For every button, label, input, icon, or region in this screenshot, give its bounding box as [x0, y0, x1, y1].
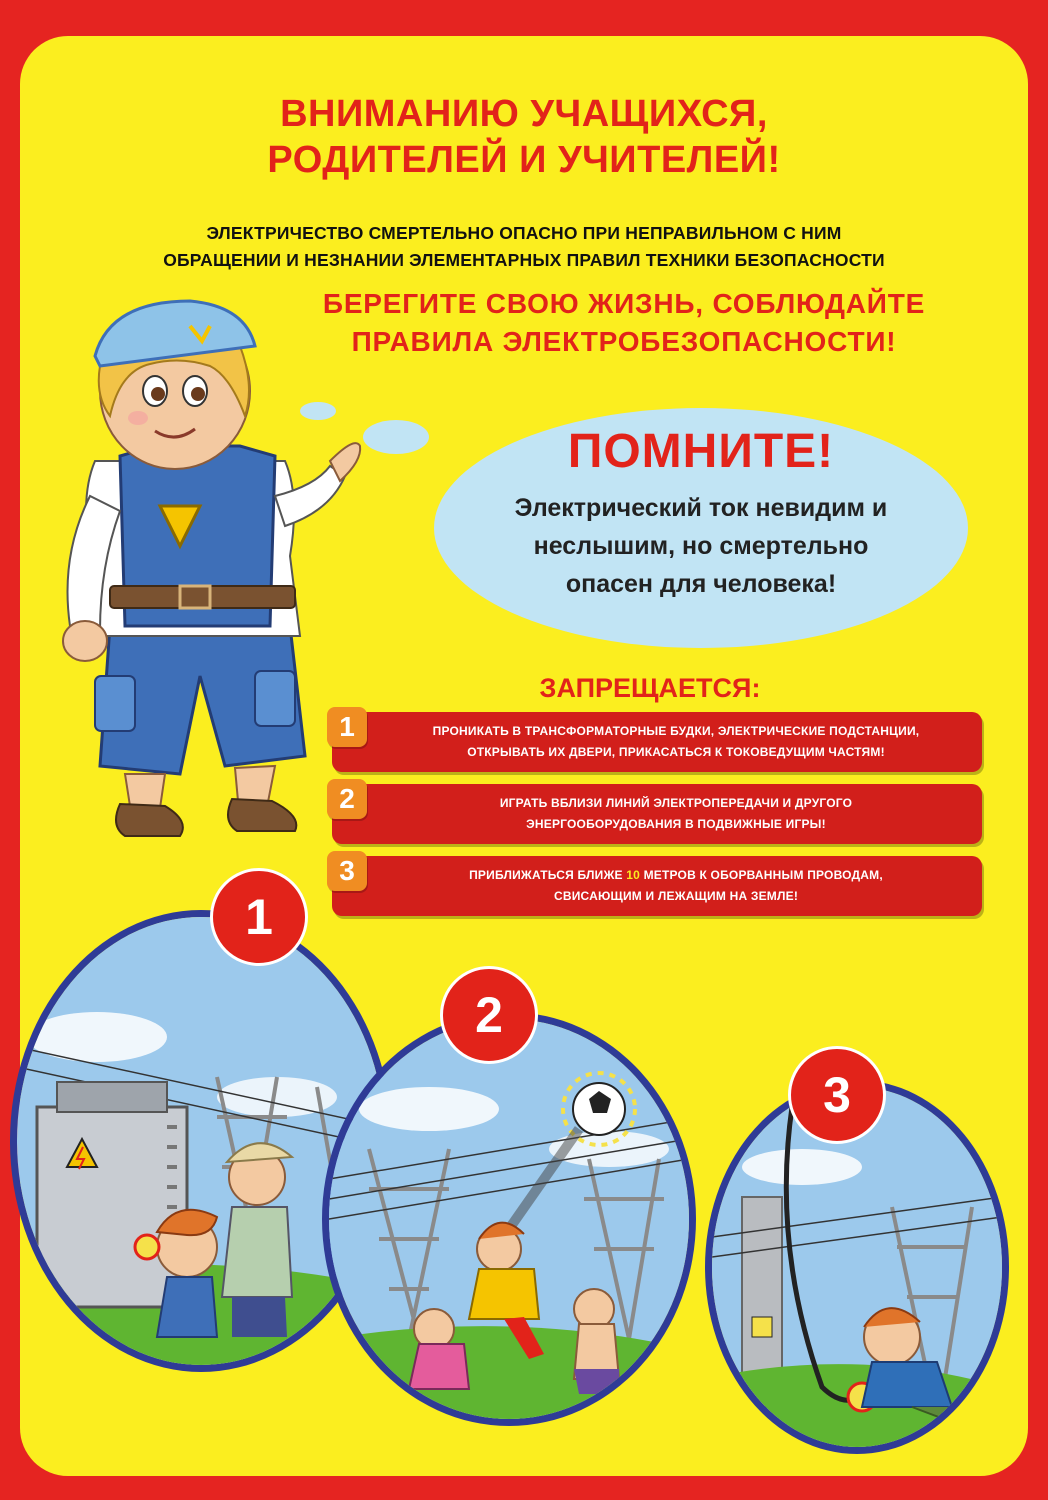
- warning-text-line-2: ОБРАЩЕНИИ И НЕЗНАНИИ ЭЛЕМЕНТАРНЫХ ПРАВИЛ ТЕХНИКИ БЕЗОПАСНОСТИ: [163, 250, 885, 270]
- rule-2-line-1: ИГРАТЬ ВБЛИЗИ ЛИНИЙ ЭЛЕКТРОПЕРЕДАЧИ И ДРУГОГО: [499, 796, 853, 810]
- rule-2-line-2: ЭНЕРГООБОРУДОВАНИЯ В ПОДВИЖНЫЕ ИГРЫ!: [526, 817, 826, 831]
- rule-3-line-1-end: МЕТРОВ К ОБОРВАННЫМ ПРОВОДАМ,: [640, 868, 883, 882]
- thought-puff-medium: [363, 420, 429, 454]
- rule-3-text: [370, 865, 982, 907]
- boy-mascot-illustration: [40, 296, 370, 856]
- rule-number-2: 2: [327, 779, 367, 819]
- scene-3-number-badge: 3: [788, 1046, 886, 1144]
- poster-title-line-2: РОДИТЕЛЕЙ И УЧИТЕЛЕЙ!: [267, 139, 781, 181]
- thought-puff-small: [300, 402, 336, 420]
- slogan-line-2: ПРАВИЛА ЭЛЕКТРОБЕЗОПАСНОСТИ!: [351, 326, 897, 357]
- rule-2-text: [370, 793, 982, 835]
- slogan-line-1: БЕРЕГИТЕ СВОЮ ЖИЗНЬ, СОБЛЮДАЙТЕ: [322, 288, 926, 319]
- rule-3-distance-highlight: 10: [626, 868, 641, 882]
- remember-text-line-3: опасен для человека!: [565, 570, 837, 598]
- scene-2-number-badge: 2: [440, 966, 538, 1064]
- rule-3-line-1-start: ПРИБЛИЖАТЬСЯ БЛИЖЕ: [469, 868, 627, 882]
- remember-title: ПОМНИТЕ!: [567, 425, 835, 478]
- rule-1-text: [370, 721, 982, 763]
- rule-3-line-1: [370, 865, 982, 886]
- rule-number-1: 1: [327, 707, 367, 747]
- rule-1-line-1: ПРОНИКАТЬ В ТРАНСФОРМАТОРНЫЕ БУДКИ, ЭЛЕКТРИЧЕСКИЕ ПОДСТАНЦИИ,: [432, 724, 920, 738]
- forbidden-title: ЗАПРЕЩАЕТСЯ:: [539, 673, 761, 703]
- scene-2-playing-near-power-lines: [322, 1012, 696, 1426]
- rule-3-line-2: СВИСАЮЩИМ И ЛЕЖАЩИМ НА ЗЕМЛЕ!: [553, 889, 799, 903]
- poster-title-line-1: ВНИМАНИЮ УЧАЩИХСЯ,: [280, 93, 768, 135]
- rule-number-3: 3: [327, 851, 367, 891]
- scene-1-number-badge: 1: [210, 868, 308, 966]
- remember-text-line-2: неслышим, но смертельно: [533, 532, 869, 560]
- remember-text-line-1: Электрический ток невидим и: [514, 494, 888, 522]
- warning-text-line-1: ЭЛЕКТРИЧЕСТВО СМЕРТЕЛЬНО ОПАСНО ПРИ НЕПРАВИЛЬНОМ С НИМ: [206, 223, 842, 243]
- rule-1-line-2: ОТКРЫВАТЬ ИХ ДВЕРИ, ПРИКАСАТЬСЯ К ТОКОВЕДУЩИМ ЧАСТЯМ!: [467, 745, 885, 759]
